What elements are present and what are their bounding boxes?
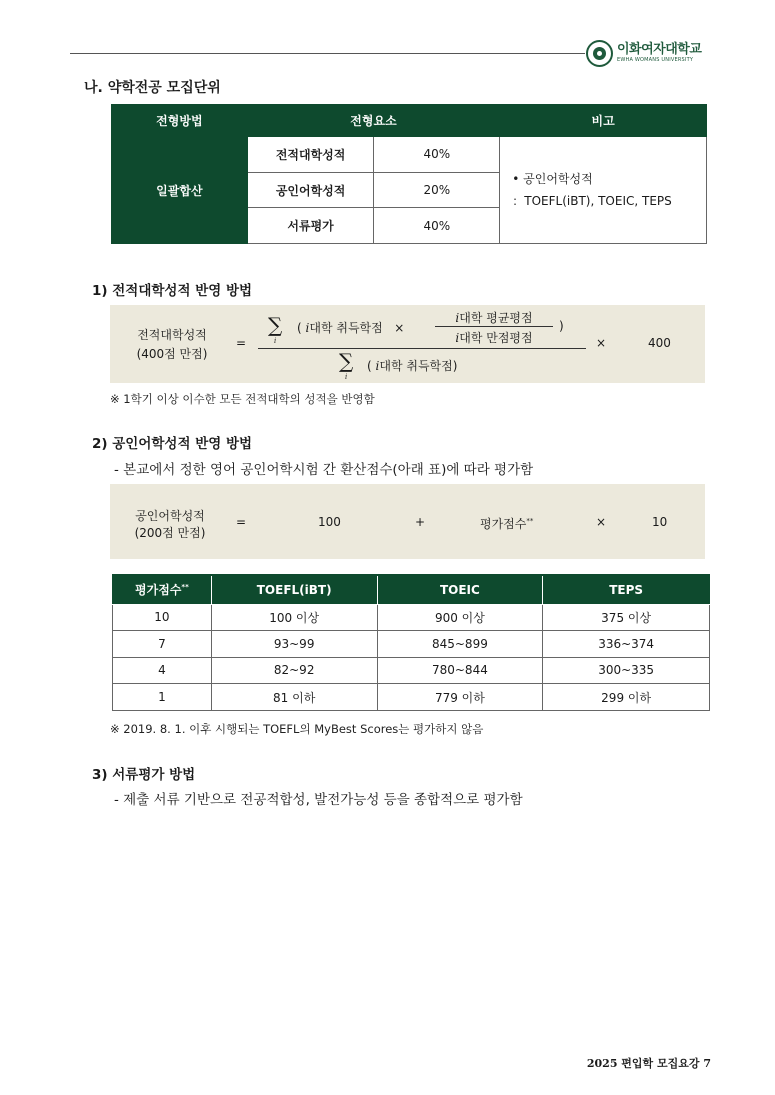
table-row xyxy=(113,657,710,684)
denominator-expr: ( i대학 취득학점) xyxy=(367,359,458,373)
fraction-numerator: i대학 평균평점 xyxy=(455,311,533,325)
toefl-cell: 82~92 xyxy=(211,657,377,684)
formula-label-1: 전적대학성적 xyxy=(137,328,207,342)
part1-note: ※ 1학기 이상 이수한 모든 전적대학의 성적을 반영함 xyxy=(110,392,375,406)
language-formula-box xyxy=(110,484,705,559)
multiplier-value: 10 xyxy=(652,515,668,529)
header-score: 평가점수** xyxy=(113,575,212,604)
header-remarks: 비고 xyxy=(500,105,707,137)
part2-title: 2) 공인어학성적 반영 방법 xyxy=(92,436,253,452)
part2-description: - 본교에서 정한 영어 공인어학시험 간 환산점수(아래 표)에 따라 평가함 xyxy=(114,462,534,478)
teps-cell: 375 이상 xyxy=(543,604,710,631)
header-rule xyxy=(70,53,585,54)
base-score: 100 xyxy=(318,515,341,529)
teps-cell: 300~335 xyxy=(543,657,710,684)
part2-note: ※ 2019. 8. 1. 이후 시행되는 TOEFL의 MyBest Scores는 평가하지 않음 xyxy=(110,722,484,736)
multiplier-value: 400 xyxy=(648,336,671,350)
toeic-cell: 779 이하 xyxy=(377,684,543,711)
table-header-row xyxy=(112,105,707,137)
sum-symbol: ∑ xyxy=(268,313,283,337)
numerator-expr: ( i대학 취득학점 × xyxy=(297,321,405,335)
remark-cell xyxy=(500,137,707,244)
formula-label-2: (200점 만점) xyxy=(134,526,206,540)
language-score-table xyxy=(112,574,710,711)
header-elements: 전형요소 xyxy=(247,105,500,137)
toeic-cell: 780~844 xyxy=(377,657,543,684)
toefl-cell: 93~99 xyxy=(211,631,377,658)
emblem-icon xyxy=(586,40,613,67)
fraction-denominator: i대학 만점평점 xyxy=(455,331,533,345)
sum-index: i xyxy=(274,337,277,345)
section-title: 나. 약학전공 모집단위 xyxy=(84,80,221,96)
logo-korean-text: 이화여자대학교 xyxy=(617,42,702,57)
table-header-row xyxy=(113,575,710,604)
element-cell: 서류평가 xyxy=(247,208,374,244)
university-logo xyxy=(586,40,701,67)
weight-cell: 40% xyxy=(374,137,500,173)
table-row xyxy=(113,604,710,631)
remark-line-1: • 공인어학성적 xyxy=(512,172,593,187)
toefl-cell: 81 이하 xyxy=(211,684,377,711)
main-fraction-bar xyxy=(258,348,586,349)
part1-title: 1) 전적대학성적 반영 방법 xyxy=(92,283,253,299)
header-toefl: TOEFL(iBT) xyxy=(211,575,377,604)
toefl-cell: 100 이상 xyxy=(211,604,377,631)
multiply-sign: × xyxy=(596,336,607,350)
weight-cell: 40% xyxy=(374,208,500,244)
plus-sign: + xyxy=(415,515,426,529)
equals-sign: = xyxy=(236,336,247,350)
equals-sign: = xyxy=(236,515,247,529)
header-method: 전형방법 xyxy=(112,105,248,137)
teps-cell: 299 이하 xyxy=(543,684,710,711)
part3-description: - 제출 서류 기반으로 전공적합성, 발전가능성 등을 종합적으로 평가함 xyxy=(114,792,523,808)
teps-cell: 336~374 xyxy=(543,631,710,658)
formula-label-1: 공인어학성적 xyxy=(135,509,205,523)
score-cell: 10 xyxy=(113,604,212,631)
header-toeic: TOEIC xyxy=(377,575,543,604)
toeic-cell: 845~899 xyxy=(377,631,543,658)
header-teps: TEPS xyxy=(543,575,710,604)
page-footer: 2025 편입학 모집요강 7 xyxy=(586,1057,711,1070)
logo-english-text: EWHA WOMANS UNIVERSITY xyxy=(617,57,694,63)
table-row xyxy=(113,684,710,711)
table-row xyxy=(113,631,710,658)
element-cell: 공인어학성적 xyxy=(247,172,374,208)
element-cell: 전적대학성적 xyxy=(247,137,374,173)
sum-index-denominator: i xyxy=(345,373,348,381)
close-paren: ) xyxy=(559,319,564,333)
toeic-cell: 900 이상 xyxy=(377,604,543,631)
multiply-sign: × xyxy=(596,515,607,529)
sum-symbol-denominator: ∑ xyxy=(339,349,354,373)
gpa-formula-box xyxy=(110,305,705,383)
formula-label-2: (400점 만점) xyxy=(136,347,208,361)
admission-elements-table xyxy=(111,104,707,244)
evaluation-score-label: 평가점수** xyxy=(480,517,534,531)
remark-line-2: ：TOEFL(iBT), TOEIC, TEPS xyxy=(512,194,672,209)
method-cell: 일괄합산 xyxy=(112,137,248,244)
score-cell: 7 xyxy=(113,631,212,658)
score-cell: 4 xyxy=(113,657,212,684)
part3-title: 3) 서류평가 방법 xyxy=(92,767,196,783)
score-cell: 1 xyxy=(113,684,212,711)
inner-fraction-bar xyxy=(435,326,553,327)
table-row xyxy=(112,137,707,173)
weight-cell: 20% xyxy=(374,172,500,208)
